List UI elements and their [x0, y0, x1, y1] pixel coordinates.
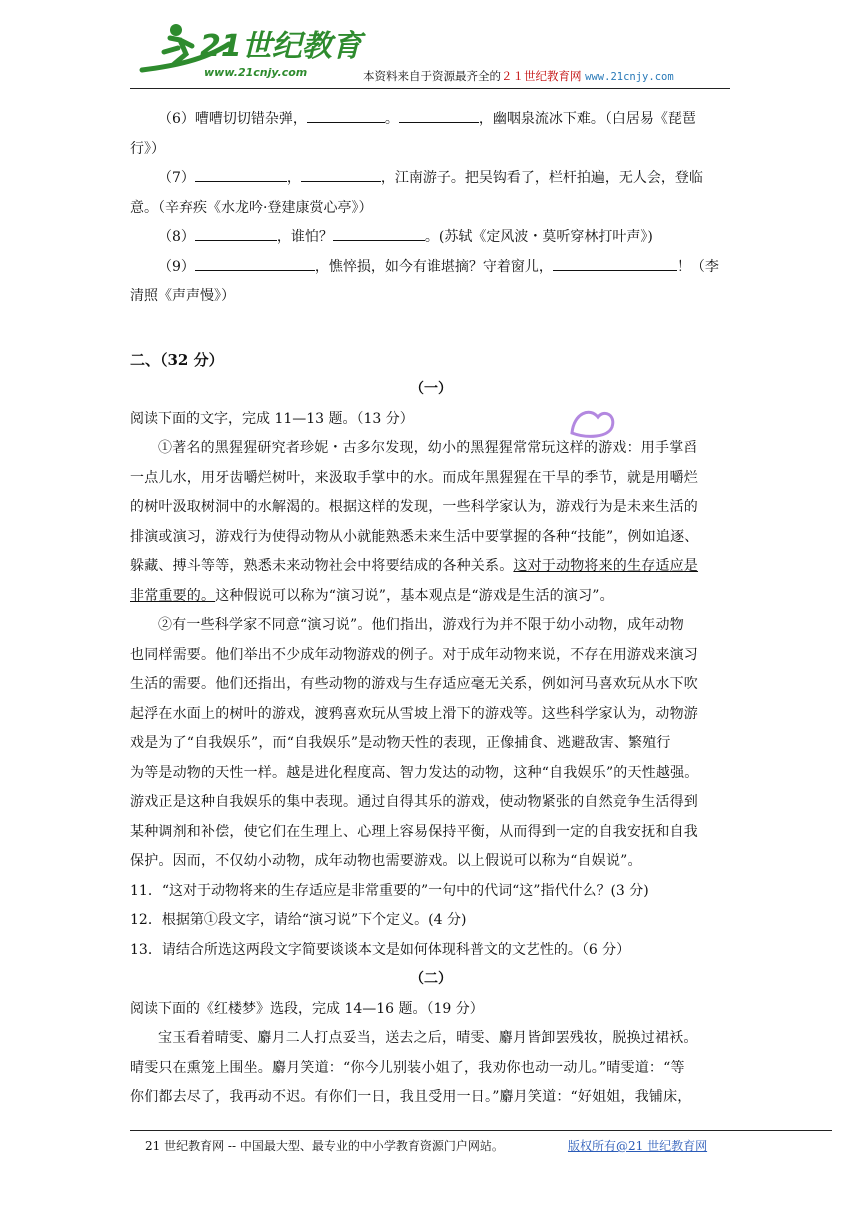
answer-blank[interactable]: [195, 165, 287, 182]
item-7-cont: 意。（辛弃疾《水龙吟·登建康赏心亭》）: [130, 199, 373, 216]
answer-blank[interactable]: [333, 224, 425, 241]
part-title-2: （二）: [410, 971, 452, 987]
tagline-prefix: 本资料来自于资源最齐全的: [363, 69, 501, 83]
item-9-cont: 清照《声声慢》）: [130, 288, 235, 304]
logo-text: 21世纪教育: [200, 29, 362, 64]
logo-url: www.21cnjy.com: [204, 66, 308, 79]
part-title: （一）: [410, 381, 452, 397]
part-instruction-2: 阅读下面的《红楼梦》选段，完成 14—16 题。（19 分）: [130, 1000, 484, 1017]
passage-paragraph-3: 宝玉看着晴雯、麝月二人打点妥当，送去之后，晴雯、麝月皆卸罢残妆，脱换过裙袄。 晴雯只在熏笼上围坐。麝月笑道：“你今儿别装小姐了，我劝你也动一动儿。”晴雯道：“等 你们都去尽了，我再动不迟。有你们一日，我且受用一日。”麝月笑道：“好姐姐，我铺床，: [130, 1030, 698, 1105]
header-tagline: [363, 68, 674, 84]
page-header: [130, 18, 730, 90]
answer-blank[interactable]: [195, 224, 277, 241]
passage-paragraph-2: ②有一些科学家不同意“演习说”。他们指出，游戏行为并不限于幼小动物，成年动物 也同样需要。他们举出不少成年动物游戏的例子。对于成年动物来说，不存在用游戏来演习 生活的需要。他们还指出，有些动物的游戏与生存适应毫无关系，例如河马喜欢玩从水下吹 起浮在水面上的树叶的游戏，渡鸦喜欢玩从雪坡上滑下的游戏等。这些科学家认为，动物游 戏是为了“自我娱乐”，而“自我娱乐”是动物天性的表现，正像捕食、逃避敌害、繁殖行 为等是动物的天性一样。越是进化程度高、智力发达的动物，这种“自我娱乐”的天性越强。 游戏正是这种自我娱乐的集中表现。通过自得其乐的游戏，使动物紧张的自然竞争生活得到 某种调剂和补偿，使它们在生理上、心理上容易保持平衡，从而得到一定的自我安抚和自我 保护。因而，不仅幼小动物，成年动物也需要游戏。以上假说可以称为“自娱说”。: [130, 617, 699, 869]
question-12: 12．根据第①段文字，请给“演习说”下个定义。(4 分): [130, 912, 467, 928]
answer-blank[interactable]: [307, 106, 385, 123]
footer-divider: [130, 1130, 832, 1131]
document-body: [130, 105, 732, 1113]
answer-blank[interactable]: [195, 254, 315, 271]
item-6: （6）嘈嘈切切错杂弹， 。 ，幽咽泉流冰下难。（白居易《琵琶: [130, 105, 732, 135]
question-11: 11．“这对于动物将来的生存适应是非常重要的”一句中的代词“这”指代什么？(3 分): [130, 882, 649, 899]
answer-blank[interactable]: [553, 254, 677, 271]
item-9: （9） ，憔悴损，如今有谁堪摘？守着窗儿， ！（李: [130, 253, 732, 283]
underlined-sentence: 这对于动物将来的生存适应是: [513, 558, 699, 574]
section-heading: 二、（32 分）: [130, 350, 224, 369]
underlined-sentence: 非常重要的。: [130, 587, 216, 604]
tagline-url[interactable]: www.21cnjy.com: [585, 71, 674, 83]
logo-21cnjy: [134, 20, 362, 82]
answer-blank[interactable]: [399, 106, 479, 123]
page-footer: [145, 1137, 708, 1154]
item-6-cont: 行》）: [130, 140, 165, 157]
answer-blank[interactable]: [301, 165, 381, 182]
question-13: 13．请结合所选这两段文字简要谈谈本文是如何体现科普文的文艺性的。（6 分）: [130, 941, 631, 958]
part-instruction: 阅读下面的文字，完成 11—13 题。（13 分）: [130, 410, 414, 427]
footer-copyright-link[interactable]: 版权所有@21 世纪教育网: [568, 1139, 708, 1153]
header-divider: [130, 88, 730, 89]
item-8: （8） ，谁怕？ 。(苏轼《定风波・莫听穿林打叶声》): [130, 223, 732, 253]
passage-paragraph-1: ①著名的黑猩猩研究者珍妮・古多尔发现，幼小的黑猩猩常常玩这样的游戏：用手掌舀 一点儿水，用牙齿嚼烂树叶，来汲取手掌中的水。而成年黑猩猩在干旱的季节，就是用嚼烂 的树叶汲取树洞中的水解渴的。根据这样的发现，一些科学家认为，游戏行为是未来生活的 排演或演习，游戏行为使得动物从小就能熟悉未来生活中要掌握的各种“技能”，例如追逐、 躲藏、搏斗等等，熟悉未来动物社会中将要结成的各种关系。这对于动物将来的生存适应是 非常重要的。这种假说可以称为“演习说”，基本观点是“游戏是生活的演习”。: [130, 440, 699, 604]
tagline-site[interactable]: ２１世纪教育网: [501, 69, 582, 83]
item-7: （7） ， ，江南游子。把吴钩看了，栏杆拍遍，无人会，登临: [130, 164, 732, 194]
footer-text: 21 世纪教育网 -- 中国最大型、最专业的中小学教育资源门户网站。: [145, 1139, 504, 1153]
